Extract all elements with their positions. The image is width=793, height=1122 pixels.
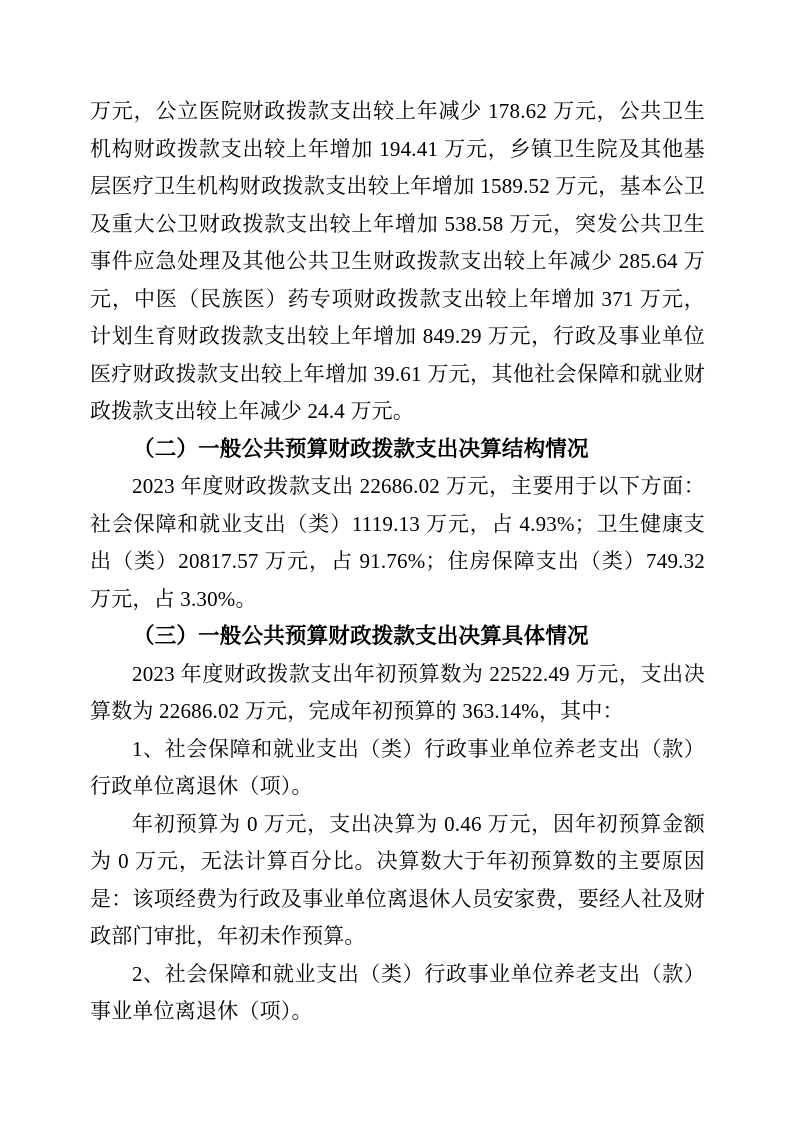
paragraph-item-2-institution-retirement: 2、社会保障和就业支出（类）行政事业单位养老支出（款）事业单位离退休（项）。 <box>90 961 705 1023</box>
document-text-block <box>90 93 705 1031</box>
paragraph-continuation-health-appropriations: 万元，公立医院财政拨款支出较上年减少 178.62 万元，公共卫生机构财政拨款支出较上年增加 194.41 万元，乡镇卫生院及其他基层医疗卫生机构财政拨款支出较上年增加 1589.52 万元，基本公卫及重大公卫财政拨款支出较上年增加 538.58 万元，突发公共卫生事件应急处理及其他公共卫生财政拨款支出较上年减少 285.64 万元，中医（民族医）药专项财政拨款支出较上年增加 371 万元，计划生育财政拨款支出较上年增加 849.29 万元，行政及事业单位医疗财政拨款支出较上年增加 39.61 万元，其他社会保障和就业财政拨款支出较上年减少 24.4 万元。 <box>90 99 705 423</box>
paragraph-item-1-explanation: 年初预算为 0 万元，支出决算为 0.46 万元，因年初预算金额为 0 万元，无法计算百分比。决算数大于年初预算数的主要原因是：该项经费为行政及事业单位离退休人员安家费，要经人社及财政部门审批，年初未作预算。 <box>90 811 705 948</box>
paragraph-budget-vs-final: 2023 年度财政拨款支出年初预算数为 22522.49 万元，支出决算数为 22686.02 万元，完成年初预算的 363.14%，其中： <box>90 661 705 723</box>
section-heading-3-expenditure-details: （三）一般公共预算财政拨款支出决算具体情况 <box>133 624 589 648</box>
paragraph-expenditure-structure: 2023 年度财政拨款支出 22686.02 万元，主要用于以下方面：社会保障和就业支出（类）1119.13 万元，占 4.93%；卫生健康支出（类）20817.57 万元，占 91.76%；住房保障支出（类）749.32 万元，占 3.30%。 <box>90 474 705 611</box>
paragraph-item-1-admin-retirement: 1、社会保障和就业支出（类）行政事业单位养老支出（款）行政单位离退休（项）。 <box>90 736 705 798</box>
section-heading-2-expenditure-structure: （二）一般公共预算财政拨款支出决算结构情况 <box>133 436 589 461</box>
